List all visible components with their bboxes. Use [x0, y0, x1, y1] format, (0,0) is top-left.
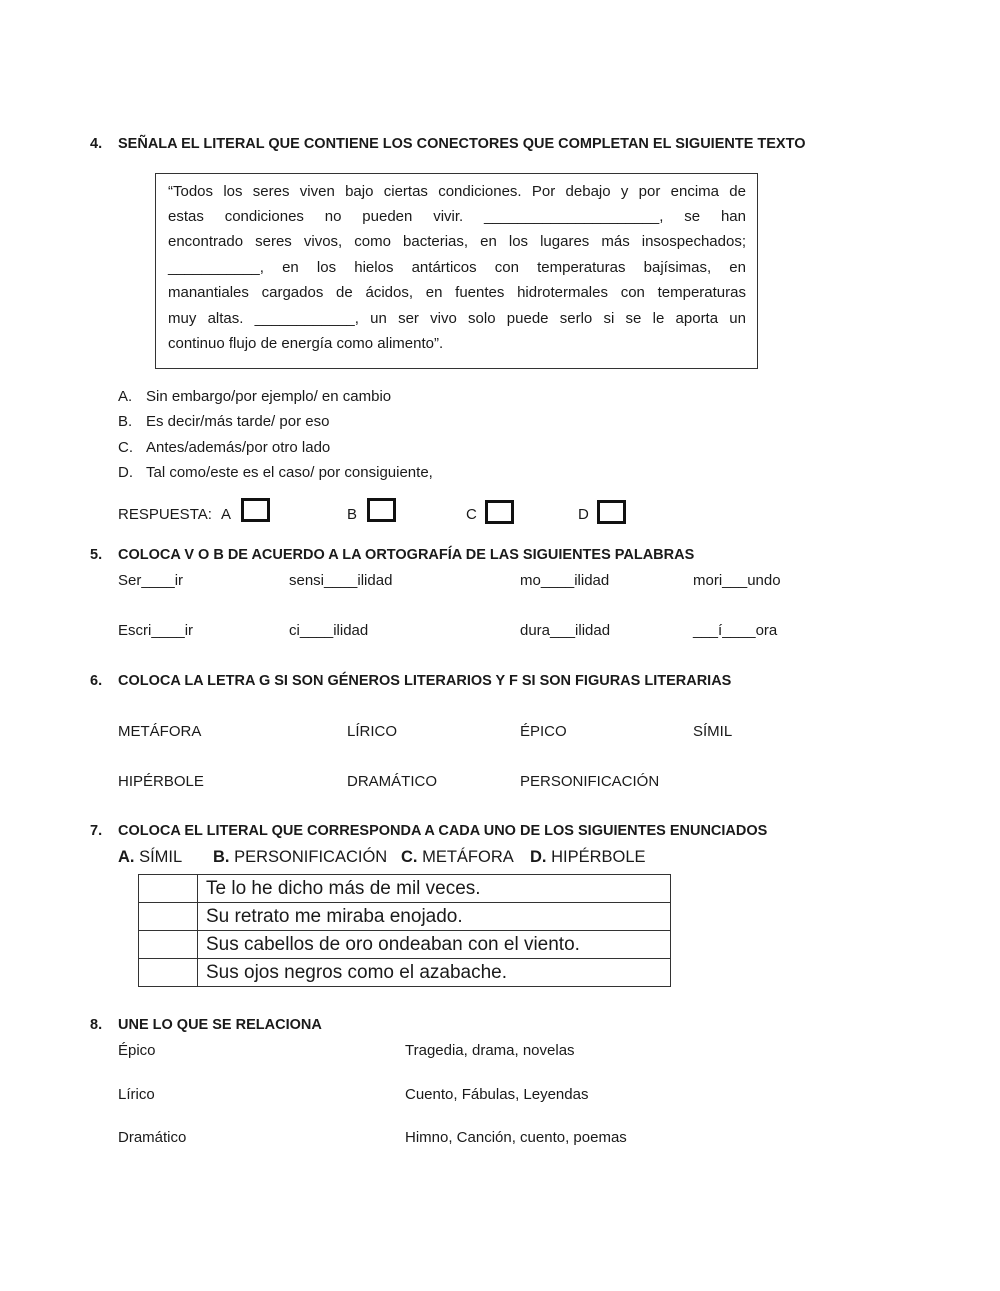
legend-letter: A. [118, 848, 135, 866]
answer-choice-label: C [466, 506, 477, 523]
match-left-item[interactable]: Lírico [118, 1086, 155, 1103]
option-text: Antes/además/por otro lado [146, 439, 331, 456]
answer-choice-label: B [347, 506, 358, 523]
literary-term: ÉPICO [520, 723, 567, 740]
table-row [139, 959, 671, 987]
statement-cell: Sus ojos negros como el azabache. [198, 959, 671, 987]
passage-box [155, 173, 758, 369]
fill-word[interactable]: dura___ilidad [520, 622, 611, 639]
legend-item [118, 848, 182, 867]
table-row [139, 875, 671, 903]
match-right-item[interactable]: Himno, Canción, cuento, poemas [405, 1129, 627, 1146]
literary-term: SÍMIL [693, 723, 733, 740]
legend-item [401, 848, 514, 867]
option-text: Es decir/más tarde/ por eso [146, 413, 330, 430]
question-title: UNE LO QUE SE RELACIONA [118, 1017, 322, 1033]
fill-word[interactable]: ___í____ora [693, 622, 778, 639]
match-right-item[interactable]: Tragedia, drama, novelas [405, 1042, 575, 1059]
fill-word[interactable]: Escri____ir [118, 622, 194, 639]
passage-line: continuo flujo de energía como alimento”. [168, 335, 444, 352]
legend-text: HIPÉRBOLE [551, 848, 646, 866]
answer-label: RESPUESTA: [118, 506, 212, 523]
answer-checkbox-b[interactable] [367, 498, 396, 522]
fill-word[interactable]: ci____ilidad [289, 622, 369, 639]
fill-word[interactable]: Ser____ir [118, 572, 184, 589]
option-text: Tal como/este es el caso/ por consiguiente, [146, 464, 433, 481]
option-text: Sin embargo/por ejemplo/ en cambio [146, 388, 392, 405]
table-row [139, 931, 671, 959]
fill-word[interactable]: mori___undo [693, 572, 781, 589]
answer-cell[interactable] [139, 959, 198, 987]
legend-text: PERSONIFICACIÓN [234, 848, 388, 866]
answer-choice-label: A [221, 506, 232, 523]
option-letter: D. [118, 464, 133, 481]
fill-word[interactable]: mo____ilidad [520, 572, 610, 589]
answer-checkbox-d[interactable] [597, 500, 626, 524]
legend-text: SÍMIL [139, 848, 183, 866]
answer-cell[interactable] [139, 903, 198, 931]
literary-term: LÍRICO [347, 723, 398, 740]
passage-line: “Todos los seres viven bajo ciertas condiciones. Por debajo y por encima de [168, 183, 746, 200]
table-row [139, 903, 671, 931]
answer-cell[interactable] [139, 875, 198, 903]
legend-text: METÁFORA [422, 848, 514, 866]
passage-line: muy altas. ____________, un ser vivo solo puede serlo si se le aporta un [168, 310, 746, 327]
option-letter: B. [118, 413, 133, 430]
literary-term: PERSONIFICACIÓN [520, 773, 660, 790]
question-number: 7. [90, 823, 103, 839]
question-number: 4. [90, 136, 103, 152]
answer-cell[interactable] [139, 931, 198, 959]
passage-line: encontrado seres vivos, como bacterias, en los lugares más insospechados; [168, 233, 746, 250]
statements-table [138, 874, 671, 987]
question-title: SEÑALA EL LITERAL QUE CONTIENE LOS CONECTORES QUE COMPLETAN EL SIGUIENTE TEXTO [118, 136, 806, 152]
literary-term: HIPÉRBOLE [118, 773, 204, 790]
legend-letter: D. [530, 848, 547, 866]
question-number: 6. [90, 673, 103, 689]
literary-term: METÁFORA [118, 723, 202, 740]
option-letter: A. [118, 388, 133, 405]
answer-checkbox-a[interactable] [241, 498, 270, 522]
passage-line: estas condiciones no pueden vivir. _____________________, se han [168, 208, 746, 225]
match-left-item[interactable]: Dramático [118, 1129, 187, 1146]
answer-checkbox-c[interactable] [485, 500, 514, 524]
literary-term: DRAMÁTICO [347, 773, 437, 790]
question-title: COLOCA V O B DE ACUERDO A LA ORTOGRAFÍA DE LAS SIGUIENTES PALABRAS [118, 547, 695, 563]
question-number: 8. [90, 1017, 103, 1033]
answer-choice-label: D [578, 506, 589, 523]
legend-item [213, 848, 387, 867]
option-letter: C. [118, 439, 133, 456]
match-left-item[interactable]: Épico [118, 1042, 156, 1059]
question-number: 5. [90, 547, 103, 563]
legend-letter: C. [401, 848, 418, 866]
fill-word[interactable]: sensi____ilidad [289, 572, 393, 589]
statement-cell: Te lo he dicho más de mil veces. [198, 875, 671, 903]
passage-line: manantiales cargados de ácidos, en fuentes hidrotermales con temperaturas [168, 284, 746, 301]
question-title: COLOCA LA LETRA G SI SON GÉNEROS LITERARIOS Y F SI SON FIGURAS LITERARIAS [118, 673, 732, 689]
legend-letter: B. [213, 848, 230, 866]
statement-cell: Sus cabellos de oro ondeaban con el viento. [198, 931, 671, 959]
passage-line: ___________, en los hielos antárticos con temperaturas bajísimas, en [168, 259, 746, 276]
legend-item [530, 848, 646, 867]
question-title: COLOCA EL LITERAL QUE CORRESPONDA A CADA UNO DE LOS SIGUIENTES ENUNCIADOS [118, 823, 768, 839]
match-right-item[interactable]: Cuento, Fábulas, Leyendas [405, 1086, 589, 1103]
statement-cell: Su retrato me miraba enojado. [198, 903, 671, 931]
